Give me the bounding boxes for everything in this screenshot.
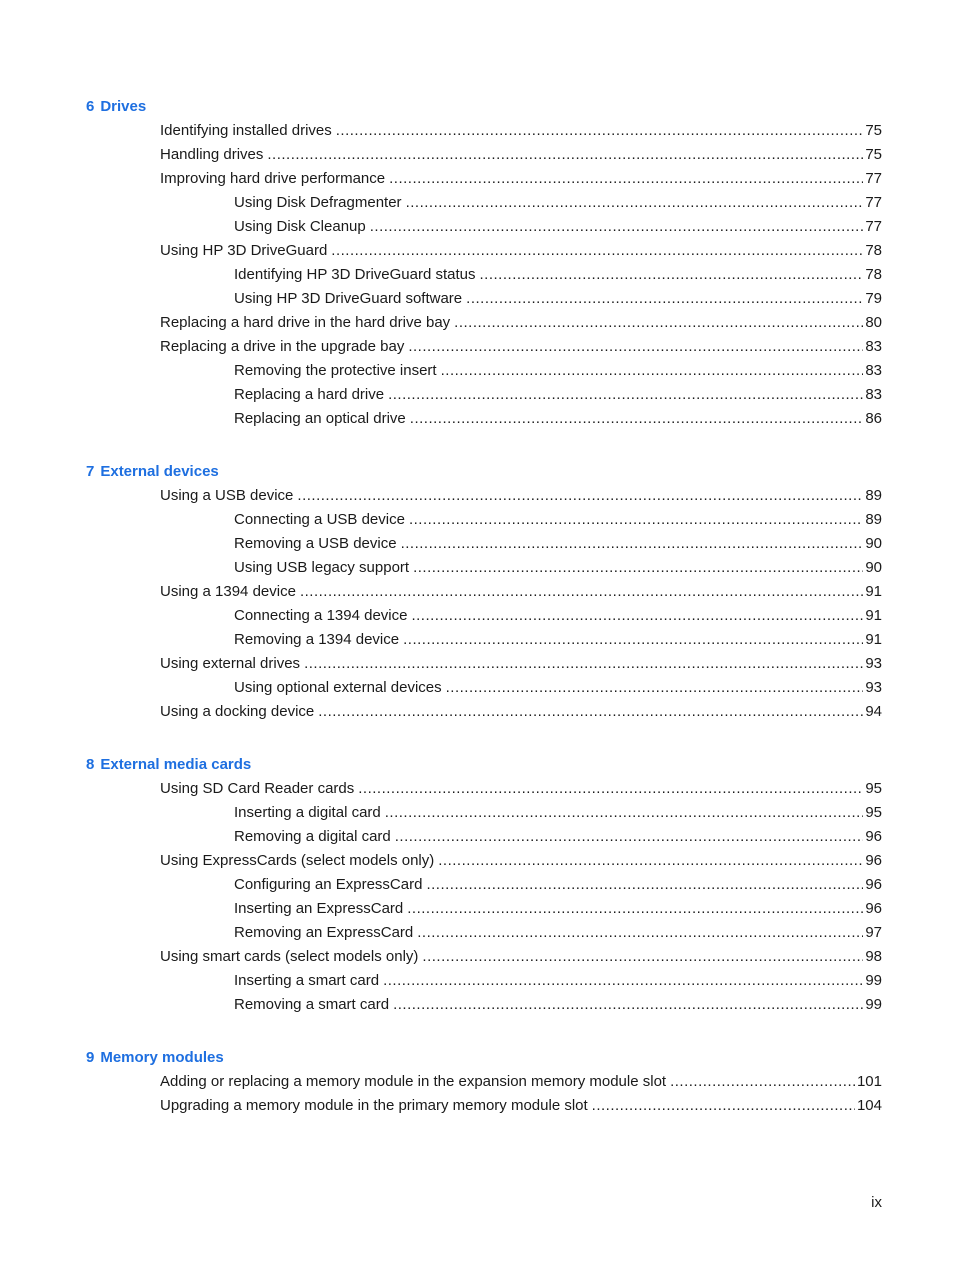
entry-title: Connecting a 1394 device [234, 607, 408, 624]
toc-subsection-entry[interactable] [0, 191, 882, 215]
entry-title: Using smart cards (select models only) [160, 948, 419, 965]
dot-leader [385, 801, 864, 825]
toc-section-entry[interactable] [0, 580, 882, 604]
dot-leader [389, 167, 863, 191]
entry-page-number: 98 [865, 948, 882, 965]
entry-page-number: 78 [865, 266, 882, 283]
toc-section-entry[interactable] [0, 239, 882, 263]
entry-title: Using SD Card Reader cards [160, 780, 355, 797]
toc-subsection-entry[interactable] [0, 993, 882, 1017]
dot-leader [441, 359, 864, 383]
entry-page-number: 93 [865, 679, 882, 696]
toc-section-entry[interactable] [0, 311, 882, 335]
toc-subsection-entry[interactable] [0, 628, 882, 652]
dot-leader [267, 143, 863, 167]
dot-leader [410, 407, 864, 431]
chapter-title: External media cards [100, 756, 252, 773]
dot-leader [403, 628, 863, 652]
dot-leader [480, 263, 864, 287]
toc-subsection-entry[interactable] [0, 359, 882, 383]
entry-page-number: 89 [865, 487, 882, 504]
page-number: ix [871, 1194, 882, 1211]
dot-leader [318, 700, 863, 724]
dot-leader [454, 311, 863, 335]
toc-subsection-entry[interactable] [0, 532, 882, 556]
table-of-contents [0, 95, 954, 1147]
entry-page-number: 75 [865, 122, 882, 139]
toc-chapter [0, 753, 954, 1017]
entry-title: Using Disk Cleanup [234, 218, 366, 235]
chapter-title: Memory modules [100, 1049, 224, 1066]
toc-subsection-entry[interactable] [0, 969, 882, 993]
entry-page-number: 95 [865, 804, 882, 821]
entry-page-number: 89 [865, 511, 882, 528]
dot-leader [466, 287, 863, 311]
entry-title: Using external drives [160, 655, 301, 672]
entry-title: Using USB legacy support [234, 559, 410, 576]
toc-subsection-entry[interactable] [0, 873, 882, 897]
toc-section-entry[interactable] [0, 119, 882, 143]
entry-title: Inserting a smart card [234, 972, 380, 989]
entry-title: Replacing a hard drive [234, 386, 385, 403]
entry-page-number: 86 [865, 410, 882, 427]
entry-page-number: 96 [865, 828, 882, 845]
entry-title: Removing a digital card [234, 828, 391, 845]
toc-subsection-entry[interactable] [0, 897, 882, 921]
entry-title: Replacing a hard drive in the hard drive bay [160, 314, 451, 331]
entry-page-number: 77 [865, 218, 882, 235]
toc-section-entry[interactable] [0, 700, 882, 724]
dot-leader [670, 1070, 855, 1094]
entry-page-number: 96 [865, 900, 882, 917]
dot-leader [446, 676, 864, 700]
entry-title: Inserting a digital card [234, 804, 381, 821]
entry-title: Adding or replacing a memory module in the expansion memory module slot [160, 1073, 667, 1090]
chapter-number: 7 [86, 463, 95, 480]
dot-leader [370, 215, 864, 239]
entry-page-number: 80 [865, 314, 882, 331]
dot-leader [438, 849, 863, 873]
chapter-heading-link[interactable] [86, 95, 954, 119]
entry-title: Using Disk Defragmenter [234, 194, 402, 211]
entry-page-number: 95 [865, 780, 882, 797]
dot-leader [422, 945, 863, 969]
toc-subsection-entry[interactable] [0, 215, 882, 239]
entry-title: Removing a smart card [234, 996, 390, 1013]
dot-leader [336, 119, 864, 143]
toc-subsection-entry[interactable] [0, 383, 882, 407]
dot-leader [409, 508, 863, 532]
entry-title: Inserting an ExpressCard [234, 900, 404, 917]
dot-leader [393, 993, 863, 1017]
toc-subsection-entry[interactable] [0, 263, 882, 287]
entry-title: Using ExpressCards (select models only) [160, 852, 435, 869]
toc-subsection-entry[interactable] [0, 508, 882, 532]
chapter-heading-link[interactable] [86, 1046, 954, 1070]
entry-title: Removing a 1394 device [234, 631, 400, 648]
dot-leader [388, 383, 863, 407]
dot-leader [304, 652, 863, 676]
chapter-heading-link[interactable] [86, 460, 954, 484]
dot-leader [417, 921, 863, 945]
chapter-number: 6 [86, 98, 95, 115]
toc-subsection-entry[interactable] [0, 801, 882, 825]
entry-title: Identifying installed drives [160, 122, 332, 139]
dot-leader [406, 191, 864, 215]
entry-page-number: 78 [865, 242, 882, 259]
dot-leader [297, 484, 863, 508]
chapter-number: 8 [86, 756, 95, 773]
toc-section-entry[interactable] [0, 335, 882, 359]
dot-leader [401, 532, 864, 556]
entry-page-number: 96 [865, 876, 882, 893]
entry-page-number: 97 [865, 924, 882, 941]
entry-title: Handling drives [160, 146, 264, 163]
entry-page-number: 83 [865, 386, 882, 403]
entry-title: Using a USB device [160, 487, 294, 504]
entry-title: Upgrading a memory module in the primary memory module slot [160, 1097, 588, 1114]
dot-leader [407, 897, 863, 921]
chapter-number: 9 [86, 1049, 95, 1066]
entry-page-number: 90 [865, 559, 882, 576]
entry-page-number: 96 [865, 852, 882, 869]
entry-page-number: 93 [865, 655, 882, 672]
toc-section-entry[interactable] [0, 849, 882, 873]
entry-title: Connecting a USB device [234, 511, 405, 528]
toc-chapter [0, 1046, 954, 1118]
chapter-title: External devices [100, 463, 219, 480]
dot-leader [426, 873, 863, 897]
entry-page-number: 91 [865, 607, 882, 624]
entry-page-number: 104 [856, 1097, 882, 1114]
entry-page-number: 83 [865, 338, 882, 355]
toc-section-entry[interactable] [0, 143, 882, 167]
toc-subsection-entry[interactable] [0, 556, 882, 580]
entry-page-number: 83 [865, 362, 882, 379]
toc-section-entry[interactable] [0, 777, 882, 801]
entry-page-number: 101 [856, 1073, 882, 1090]
entry-page-number: 99 [865, 996, 882, 1013]
entry-page-number: 90 [865, 535, 882, 552]
entry-title: Improving hard drive performance [160, 170, 386, 187]
toc-section-entry[interactable] [0, 652, 882, 676]
toc-subsection-entry[interactable] [0, 825, 882, 849]
dot-leader [411, 604, 863, 628]
entry-page-number: 79 [865, 290, 882, 307]
dot-leader [300, 580, 863, 604]
entry-title: Removing a USB device [234, 535, 397, 552]
entry-page-number: 77 [865, 194, 882, 211]
entry-page-number: 99 [865, 972, 882, 989]
entry-page-number: 94 [865, 703, 882, 720]
entry-title: Identifying HP 3D DriveGuard status [234, 266, 476, 283]
chapter-heading-link[interactable] [86, 753, 954, 777]
toc-section-entry[interactable] [0, 1070, 882, 1094]
chapter-title: Drives [100, 98, 147, 115]
entry-title: Replacing a drive in the upgrade bay [160, 338, 405, 355]
entry-page-number: 91 [865, 583, 882, 600]
dot-leader [358, 777, 863, 801]
entry-title: Configuring an ExpressCard [234, 876, 423, 893]
dot-leader [592, 1094, 855, 1118]
toc-subsection-entry[interactable] [0, 407, 882, 431]
dot-leader [408, 335, 863, 359]
toc-section-entry[interactable] [0, 1094, 882, 1118]
toc-chapter [0, 95, 954, 431]
toc-chapter [0, 460, 954, 724]
dot-leader [395, 825, 864, 849]
toc-subsection-entry[interactable] [0, 676, 882, 700]
entry-title: Replacing an optical drive [234, 410, 406, 427]
entry-title: Removing the protective insert [234, 362, 437, 379]
entry-title: Using a docking device [160, 703, 315, 720]
entry-title: Using HP 3D DriveGuard software [234, 290, 463, 307]
toc-section-entry[interactable] [0, 484, 882, 508]
entry-page-number: 91 [865, 631, 882, 648]
toc-subsection-entry[interactable] [0, 287, 882, 311]
toc-section-entry[interactable] [0, 167, 882, 191]
entry-title: Removing an ExpressCard [234, 924, 414, 941]
dot-leader [383, 969, 863, 993]
toc-subsection-entry[interactable] [0, 921, 882, 945]
dot-leader [413, 556, 863, 580]
toc-section-entry[interactable] [0, 945, 882, 969]
toc-subsection-entry[interactable] [0, 604, 882, 628]
entry-page-number: 77 [865, 170, 882, 187]
entry-title: Using a 1394 device [160, 583, 296, 600]
entry-page-number: 75 [865, 146, 882, 163]
dot-leader [331, 239, 863, 263]
entry-title: Using HP 3D DriveGuard [160, 242, 328, 259]
entry-title: Using optional external devices [234, 679, 442, 696]
